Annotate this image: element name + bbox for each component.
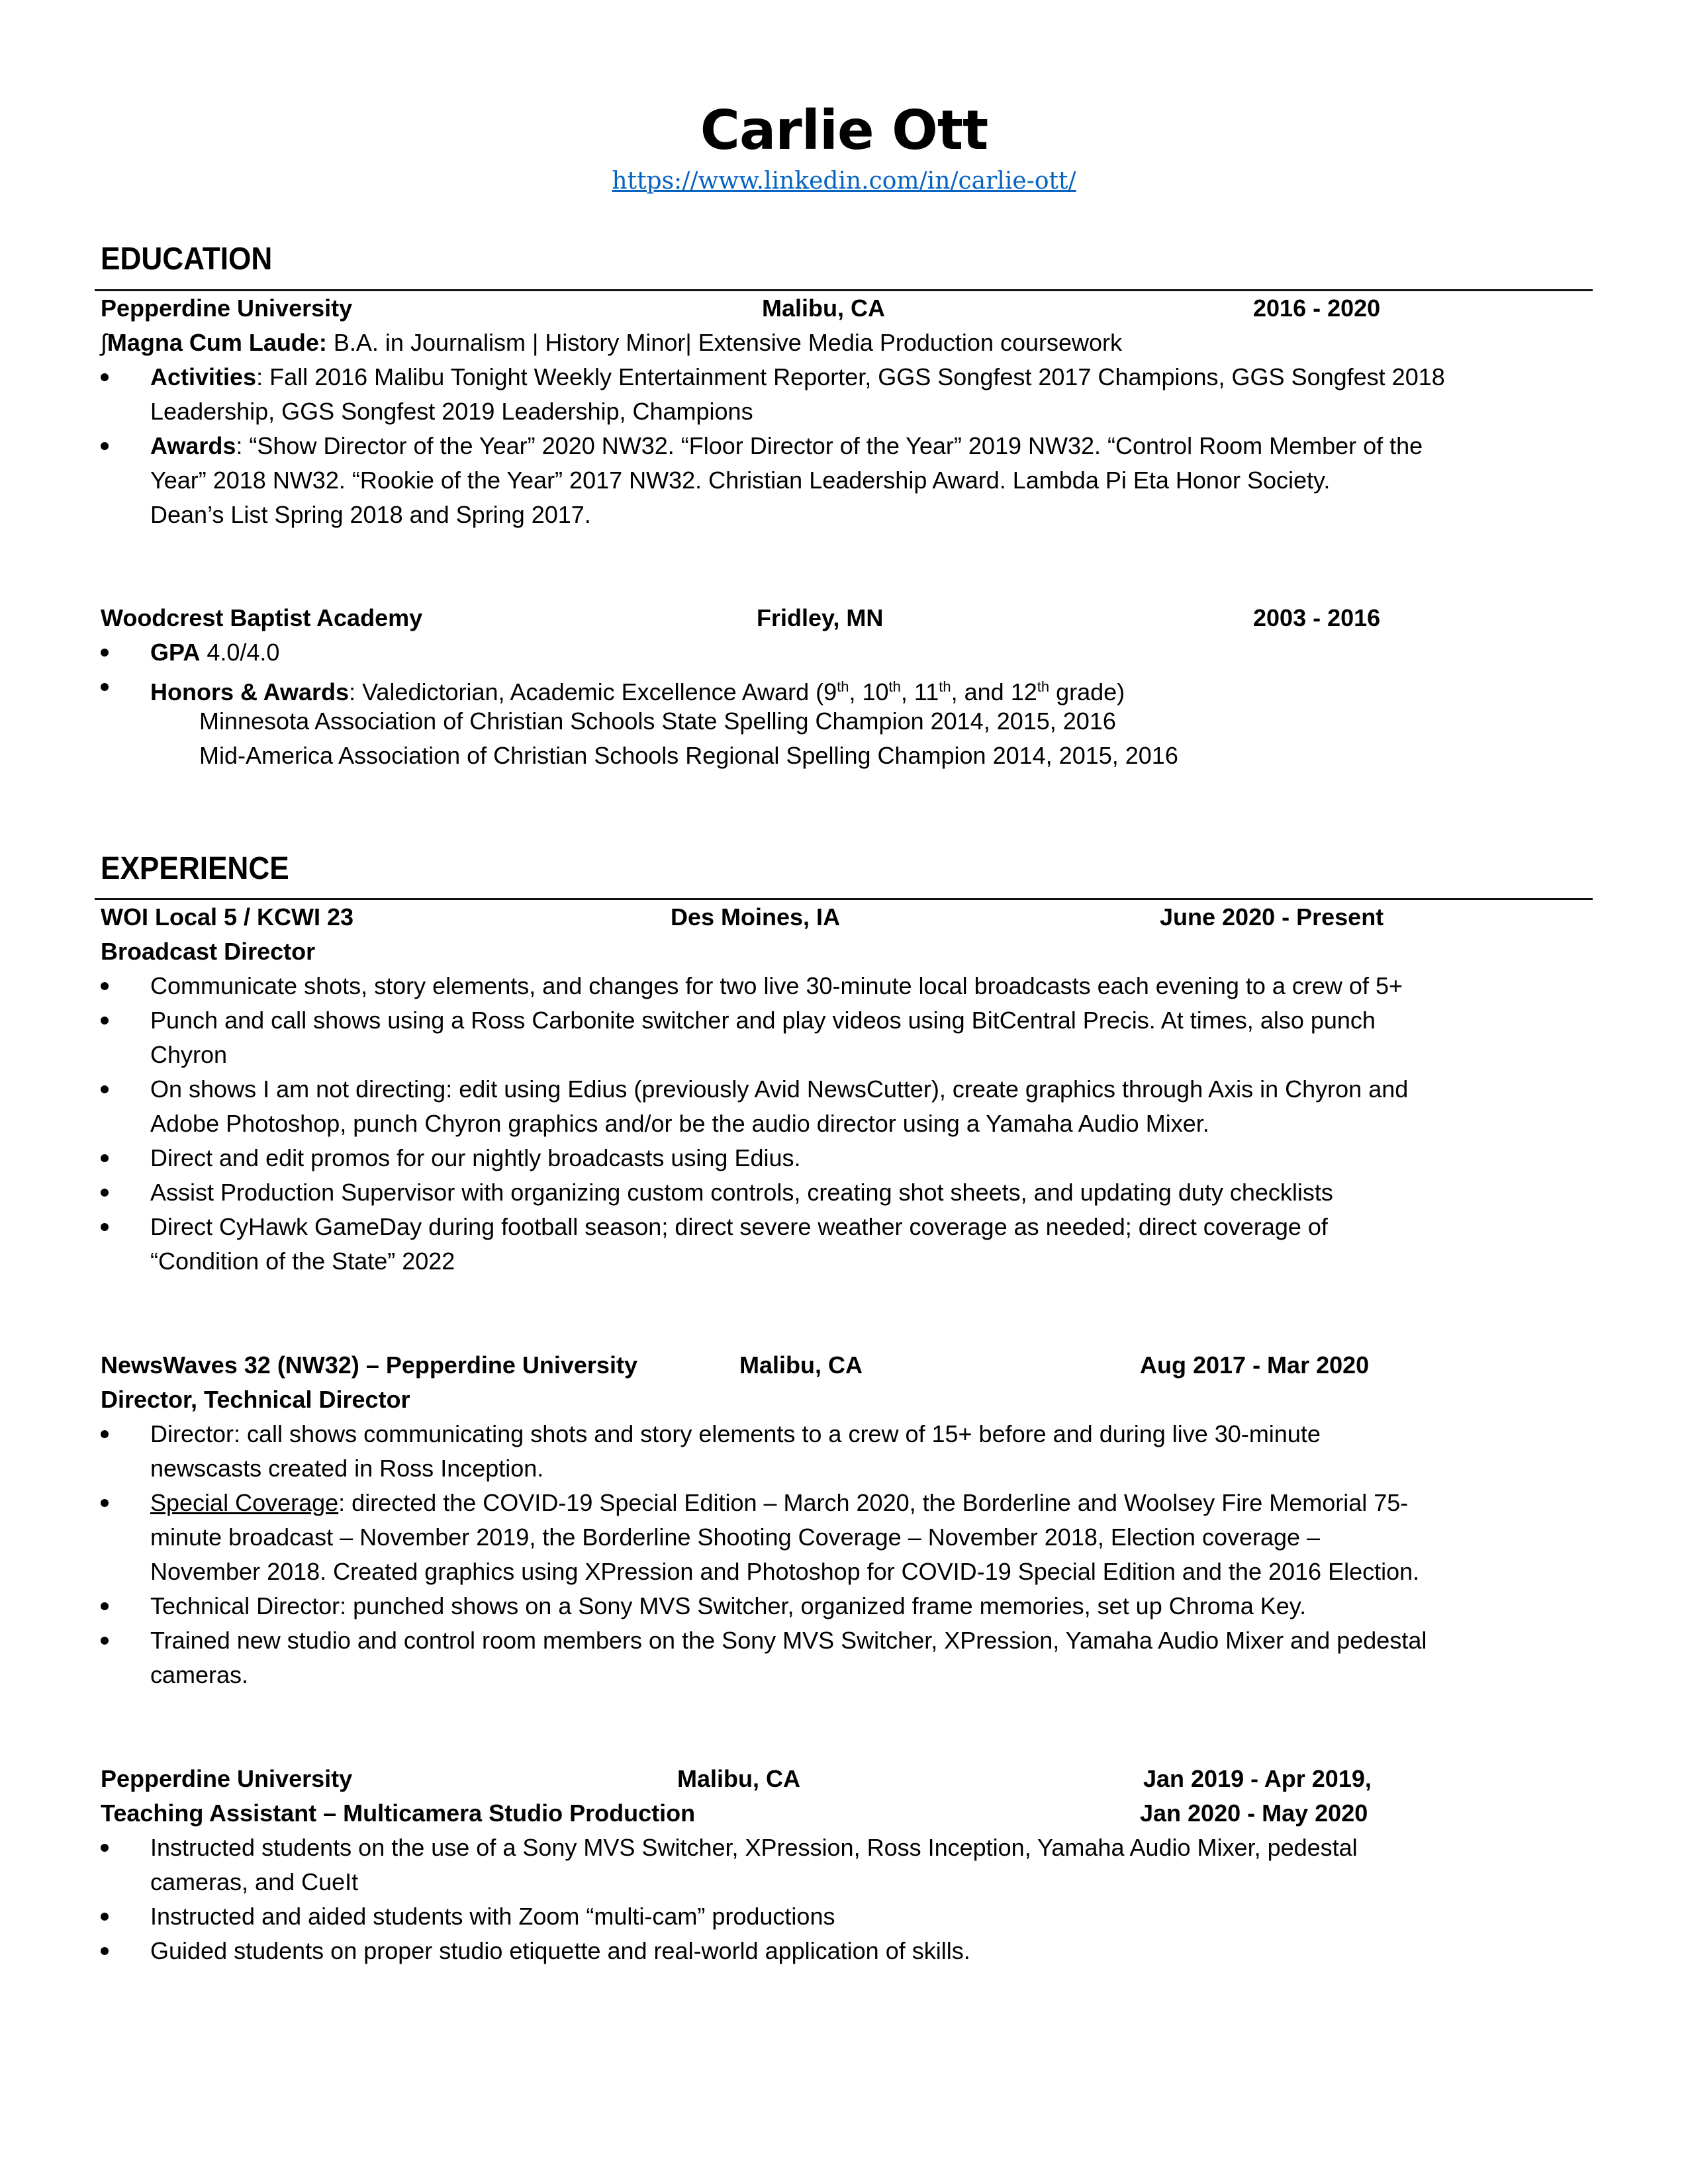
duty-line: Assist Production Supervisor with organizing custom controls, creating shot sheets, and updating duty checklists [150, 1179, 1333, 1206]
activities-line-cont: Leadership, GGS Songfest 2019 Leadership, Champions [150, 398, 753, 425]
honors-text: , and 12 [951, 678, 1037, 705]
duty-line: Direct CyHawk GameDay during football season; direct severe weather coverage as needed; direct coverage of [150, 1213, 1328, 1240]
employer-name: NewsWaves 32 (NW32) – Pepperdine University [101, 1351, 637, 1379]
bullet-icon [101, 1947, 109, 1955]
candidate-name: Carlie Ott [700, 99, 988, 162]
duty-line: On shows I am not directing: edit using Edius (previously Avid NewsCutter), create graphics through Axis in Chyron and [150, 1075, 1409, 1103]
ordinal-suffix: th [837, 678, 849, 695]
special-coverage-label: Special Coverage [150, 1489, 339, 1516]
bullet-icon [101, 1913, 109, 1921]
school-name: Pepperdine University [101, 295, 353, 322]
school-dates: 2003 - 2016 [1253, 604, 1381, 631]
employer-name: Pepperdine University [101, 1765, 353, 1792]
bullet-icon [101, 1154, 109, 1162]
duty-line: Direct and edit promos for our nightly broadcasts using Edius. [150, 1144, 801, 1171]
activities-label: Activities [150, 363, 257, 390]
awards-line-cont: Year” 2018 NW32. “Rookie of the Year” 2017 NW32. Christian Leadership Award. Lambda Pi Eta Honor Society. [150, 467, 1331, 494]
honors-label: Honors & Awards [150, 678, 350, 705]
employer-location: Malibu, CA [677, 1765, 800, 1792]
degree-prefix-mark: ∫ [101, 329, 107, 356]
experience-entry-header [101, 1348, 1597, 1383]
honors-line-cont: Minnesota Association of Christian Schools State Spelling Champion 2014, 2015, 2016 [199, 707, 1116, 735]
honors-text: : Valedictorian, Academic Excellence Award (9 [349, 678, 837, 705]
duty-line: Punch and call shows using a Ross Carbonite switcher and play videos using BitCentral Precis. At times, also punch [150, 1007, 1376, 1034]
honors-text: , 10 [849, 678, 889, 705]
linkedin-link[interactable]: https://www.linkedin.com/in/carlie-ott/ [612, 167, 1076, 195]
gpa-label: GPA [150, 639, 201, 666]
bullet-icon [101, 442, 109, 450]
ordinal-suffix: th [939, 678, 951, 695]
awards-line [150, 429, 1423, 463]
experience-entry-header [101, 900, 1597, 934]
bullet-icon [101, 1223, 109, 1231]
gpa-line [150, 635, 279, 670]
honors-text: grade) [1049, 678, 1125, 705]
bullet-icon [101, 982, 109, 990]
ordinal-suffix: th [888, 678, 901, 695]
duty-line: Instructed and aided students with Zoom “multi-cam” productions [150, 1903, 835, 1930]
duty-line-cont: newscasts created in Ross Inception. [150, 1455, 544, 1482]
duty-line: Technical Director: punched shows on a Sony MVS Switcher, organized frame memories, set up Chroma Key. [150, 1592, 1307, 1619]
employment-dates: Aug 2017 - Mar 2020 [1140, 1351, 1370, 1379]
awards-label: Awards [150, 432, 236, 459]
bullet-icon [101, 1189, 109, 1197]
bullet-icon [101, 1430, 109, 1438]
employment-dates: Jan 2019 - Apr 2019, [1143, 1765, 1372, 1792]
experience-entry-header [101, 1762, 1597, 1796]
employment-dates: Jan 2020 - May 2020 [1140, 1799, 1368, 1827]
ordinal-suffix: th [1037, 678, 1050, 695]
duty-line-cont: cameras, and CueIt [150, 1868, 359, 1895]
duty-line: Guided students on proper studio etiquette and real-world application of skills. [150, 1937, 970, 1964]
bullet-icon [101, 1085, 109, 1093]
job-title: Broadcast Director [101, 938, 316, 965]
experience-entry-subheader [101, 1796, 1597, 1831]
education-entry-header [101, 601, 1597, 635]
bullet-icon [101, 1844, 109, 1852]
duty-line-cont: cameras. [150, 1661, 249, 1688]
employer-location: Malibu, CA [739, 1351, 863, 1379]
awards-text: : “Show Director of the Year” 2020 NW32. “Floor Director of the Year” 2019 NW32. “Control Room Member of the [236, 432, 1423, 459]
honors-text: , 11 [900, 678, 939, 705]
duty-line [150, 1486, 1408, 1520]
duty-text: : directed the COVID-19 Special Edition – March 2020, the Borderline and Woolsey Fire Memorial 75- [338, 1489, 1409, 1516]
gpa-value: 4.0/4.0 [200, 639, 280, 666]
education-heading: EDUCATION [101, 242, 273, 277]
school-location: Malibu, CA [762, 295, 885, 322]
degree-text: B.A. in Journalism | History Minor| Extensive Media Production coursework [326, 329, 1123, 356]
education-entry-header [101, 291, 1597, 326]
activities-text: : Fall 2016 Malibu Tonight Weekly Entertainment Reporter, GGS Songfest 2017 Champions, GGS Songfest 2018 [256, 363, 1445, 390]
job-title: Teaching Assistant – Multicamera Studio Production [101, 1799, 696, 1827]
employment-dates: June 2020 - Present [1160, 903, 1384, 931]
bullet-icon [101, 649, 109, 657]
bullet-icon [101, 373, 109, 381]
awards-line-cont: Dean’s List Spring 2018 and Spring 2017. [150, 501, 591, 528]
bullet-icon [101, 1499, 109, 1507]
bullet-icon [101, 1017, 109, 1024]
duty-line-cont: Adobe Photoshop, punch Chyron graphics and/or be the audio director using a Yamaha Audio Mixer. [150, 1110, 1209, 1137]
duty-line: Director: call shows communicating shots and story elements to a crew of 15+ before and during live 30-minute [150, 1420, 1321, 1447]
duty-line-cont: Chyron [150, 1041, 228, 1068]
honor-label: Magna Cum Laude: [107, 329, 327, 356]
school-name: Woodcrest Baptist Academy [101, 604, 423, 631]
honors-line [150, 670, 1125, 709]
school-dates: 2016 - 2020 [1253, 295, 1381, 322]
linkedin-link-container [0, 164, 1688, 199]
duty-line-cont: minute broadcast – November 2019, the Borderline Shooting Coverage – November 2018, Election coverage – [150, 1524, 1321, 1551]
duty-line: Instructed students on the use of a Sony MVS Switcher, XPression, Ross Inception, Yamaha Audio Mixer, pedestal [150, 1834, 1358, 1861]
employer-name: WOI Local 5 / KCWI 23 [101, 903, 354, 931]
duty-line: Trained new studio and control room members on the Sony MVS Switcher, XPression, Yamaha Audio Mixer and pedestal [150, 1627, 1427, 1654]
duty-line: Communicate shots, story elements, and changes for two live 30-minute local broadcasts each evening to a crew of 5+ [150, 972, 1403, 999]
activities-line [150, 360, 1445, 394]
degree-line [101, 326, 1122, 360]
bullet-icon [101, 1637, 109, 1645]
experience-heading: EXPERIENCE [101, 851, 289, 886]
bullet-icon [101, 683, 109, 691]
employer-location: Des Moines, IA [671, 903, 841, 931]
duty-line-cont: November 2018. Created graphics using XPression and Photoshop for COVID-19 Special Edition and the 2016 Election. [150, 1558, 1420, 1585]
bullet-icon [101, 1602, 109, 1610]
honors-line-cont: Mid-America Association of Christian Schools Regional Spelling Champion 2014, 2015, 2016 [199, 742, 1178, 769]
duty-line-cont: “Condition of the State” 2022 [150, 1248, 455, 1275]
job-title: Director, Technical Director [101, 1386, 410, 1413]
school-location: Fridley, MN [757, 604, 884, 631]
